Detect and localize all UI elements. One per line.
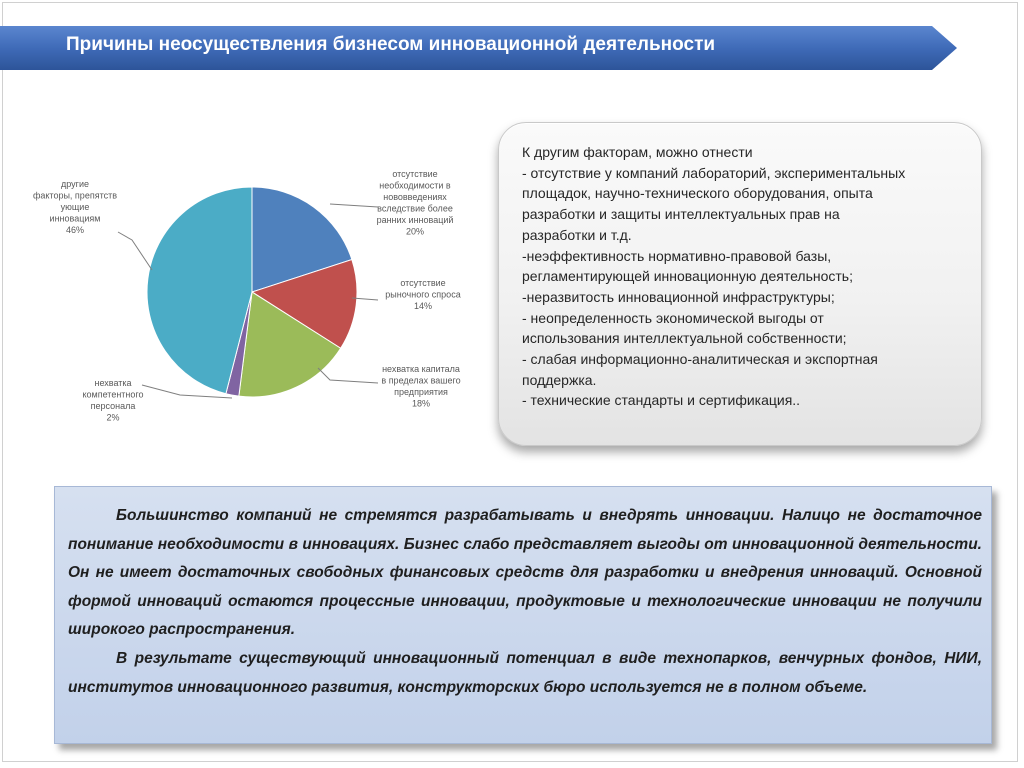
factor-line: разработки и т.д. xyxy=(522,226,632,243)
summary-paragraph-1: Большинство компаний не стремятся разрабатывать и внедрять инновации. Налицо не достаточное понимание необходимости в инновациях. Бизнес слабо представляет выгоды от инновационной деятельности. Он не имеет достаточных свободных финансовых средств для разработки и внедрения инноваций. Основной формой инноваций остаются процессные инновации, продуктовые и технологические инновации не получили широкого распространения. xyxy=(68,507,982,639)
pie-leader-line xyxy=(118,232,152,270)
factor-line: поддержка. xyxy=(522,371,597,388)
factor-line: - неопределенность экономической выгоды от xyxy=(522,309,824,326)
summary-paragraph-2: В результате существующий инновационный потенциал в виде технопарков, венчурных фондов, НИИ, институтов инновационного развития, конструкторских бюро используется не в полном объеме. xyxy=(68,649,982,696)
pie-data-label: отсутствие рыночного спроса 14% xyxy=(385,278,461,311)
pie-leader-line xyxy=(330,204,378,207)
factor-line: площадок, научно-технического оборудования, опыта xyxy=(522,185,873,202)
pie-data-label: отсутствие необходимости в нововведениях вследствие более ранних инноваций 20% xyxy=(376,169,454,237)
pie-data-label: другие факторы, препятств ующие инновациям 46% xyxy=(32,179,118,235)
factor-line: - технические стандарты и сертификация.. xyxy=(522,392,801,409)
page-title: Причины неосуществления бизнесом инновационной деятельности xyxy=(66,34,716,55)
factor-line: использования интеллектуальной собственности; xyxy=(522,330,847,347)
factor-line: -неразвитость инновационной инфраструктуры; xyxy=(522,288,835,305)
pie-data-label: нехватка капитала в пределах вашего предприятия 18% xyxy=(381,364,461,409)
other-factors-text xyxy=(522,142,962,411)
factor-line: регламентирующей инновационную деятельность; xyxy=(522,268,853,285)
summary-text xyxy=(68,502,982,702)
factor-line: К другим факторам, можно отнести xyxy=(522,144,753,160)
factor-line: - слабая информационно-аналитическая и экспортная xyxy=(522,351,878,368)
factor-line: разработки и защиты интеллектуальных прав на xyxy=(522,206,840,223)
factor-line: - отсутствие у компаний лабораторий, экспериментальных xyxy=(522,164,906,181)
pie-leader-line xyxy=(318,368,378,383)
pie-chart xyxy=(0,140,490,440)
pie-data-label: нехватка компетентного персонала 2% xyxy=(82,378,144,423)
factor-line: -неэффективность нормативно-правовой базы, xyxy=(522,247,832,264)
